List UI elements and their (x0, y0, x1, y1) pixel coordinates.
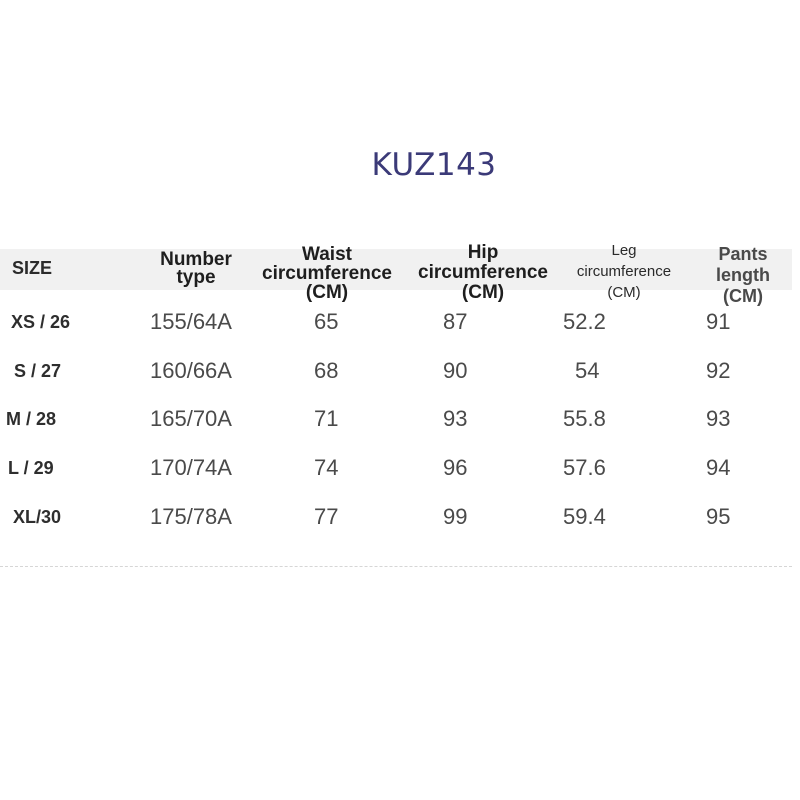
cell-leg: 55.8 (563, 406, 606, 431)
cell-size: S / 27 (14, 361, 62, 381)
cell-pants-length: 92 (706, 358, 731, 383)
cell-leg: 57.6 (563, 455, 606, 480)
cell-waist: 71 (314, 406, 339, 431)
cell-hip: 96 (443, 455, 468, 480)
cell-number-type: 155/64A (150, 309, 232, 334)
header-number-type: Number type (160, 249, 232, 288)
table-row (0, 453, 800, 483)
table-row (0, 307, 800, 337)
cell-pants-length: 91 (706, 309, 731, 334)
cell-leg: 59.4 (563, 504, 606, 529)
cell-leg: 52.2 (563, 309, 606, 334)
table-row (0, 404, 800, 434)
cell-hip: 90 (443, 358, 468, 383)
header-waist: Waist circumference (CM) (262, 244, 392, 303)
table-row (0, 356, 800, 386)
cell-number-type: 170/74A (150, 455, 232, 480)
cell-waist: 65 (314, 309, 339, 334)
cell-waist: 74 (314, 455, 339, 480)
header-hip: Hip circumference (CM) (418, 242, 548, 303)
cell-size: L / 29 (8, 458, 54, 478)
cell-leg: 54 (575, 358, 600, 383)
dashed-divider (0, 566, 792, 567)
cell-waist: 77 (314, 504, 339, 529)
header-leg: Leg circumference (CM) (576, 242, 672, 301)
header-pants-length: Pants length (CM) (716, 244, 770, 306)
cell-number-type: 165/70A (150, 406, 232, 431)
cell-number-type: 175/78A (150, 504, 232, 529)
cell-size: M / 28 (6, 409, 57, 429)
cell-waist: 68 (314, 358, 339, 383)
cell-hip: 87 (443, 309, 468, 334)
cell-hip: 93 (443, 406, 468, 431)
cell-number-type: 160/66A (150, 358, 232, 383)
table-row (0, 502, 800, 532)
header-size: SIZE (12, 258, 53, 278)
cell-size: XL/30 (13, 507, 62, 527)
cell-pants-length: 94 (706, 455, 731, 480)
page-title: KUZ143 (371, 147, 497, 183)
cell-size: XS / 26 (11, 312, 71, 332)
cell-hip: 99 (443, 504, 468, 529)
cell-pants-length: 93 (706, 406, 731, 431)
cell-pants-length: 95 (706, 504, 731, 529)
